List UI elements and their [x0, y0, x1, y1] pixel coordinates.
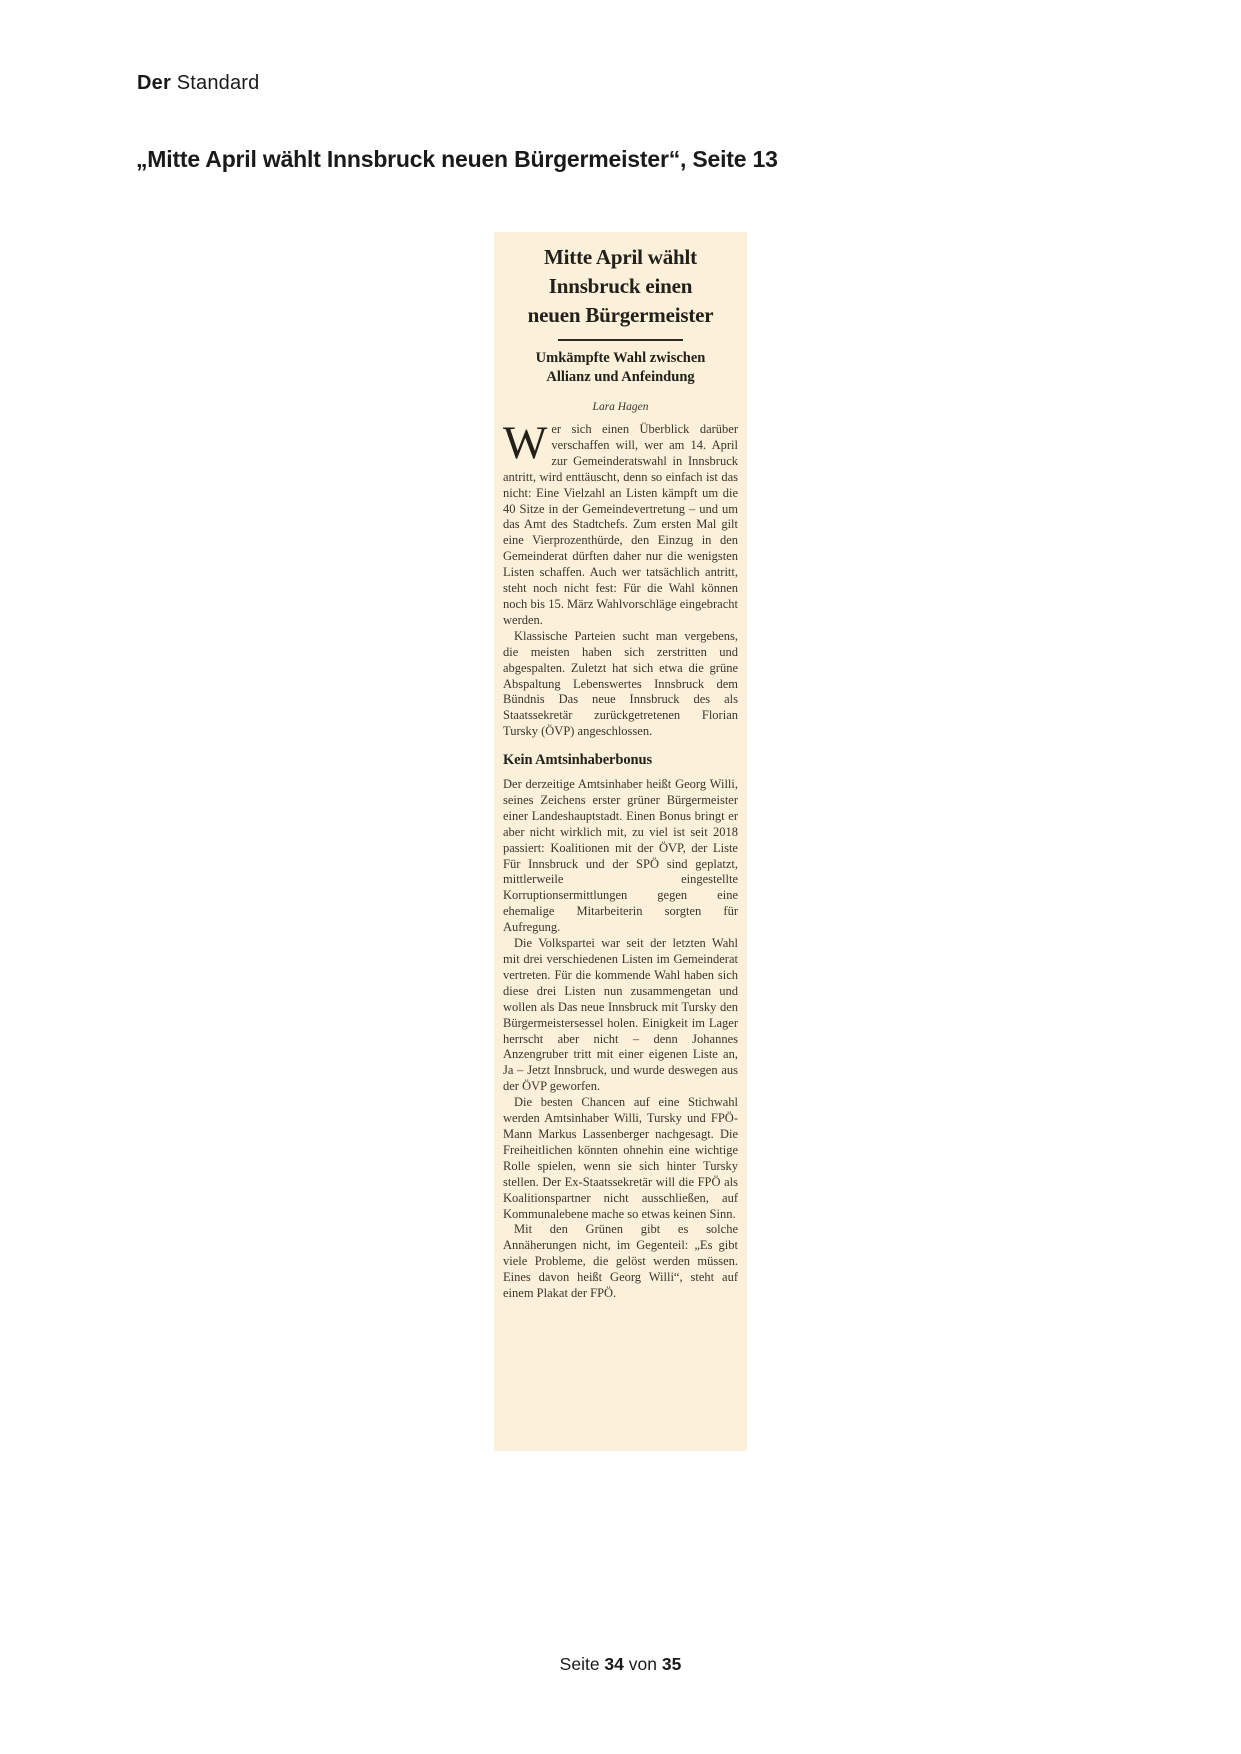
publication-name-rest: Standard — [170, 72, 260, 94]
body-paragraph: Der derzeitige Amtsinhaber heißt Georg Willi, seines Zeichens erster grüner Bürgermeister einer Landeshauptstadt. Einen Bonus bringt er aber nicht wirklich mit, zu viel ist seit 2018 passiert: Koalitionen mit der ÖVP, der Liste Für Innsbruck und der SPÖ sind geplatzt, mittlerweile eingestellte Korruptionsermittlungen gegen eine ehemalige Mitarbeiterin sorgten für Aufregung. — [503, 777, 738, 935]
footer-separator: von — [623, 1654, 662, 1674]
title-divider — [558, 339, 683, 341]
dropcap-letter: W — [503, 417, 548, 469]
footer-current-page: 34 — [604, 1654, 624, 1674]
clipping-title-line: Innsbruck einen — [548, 274, 693, 298]
footer-prefix: Seite — [559, 1654, 605, 1674]
clipping-title — [503, 243, 738, 330]
body-paragraph: Klassische Parteien sucht man vergebens, die meisten haben sich zerstritten und abgespalten. Zuletzt hat sich etwa die grüne Abspaltung Lebenswertes Innsbruck dem Bündnis Das neue Innsbruck des als Staatssekretär zurückgetretenen Florian Tursky (ÖVP) angeschlossen. — [503, 628, 738, 739]
body-paragraph — [503, 417, 738, 629]
body-paragraph: Die Volkspartei war seit der letzten Wahl mit drei verschiedenen Listen im Gemeinderat vertreten. Für die kommende Wahl haben sich diese drei Listen nun zusammengetan und wollen als Das neue Innsbruck mit Tursky den Bürgermeistersessel holen. Einigkeit im Lager herrscht aber nicht – denn Johannes Anzengruber tritt mit einer eigenen Liste an, Ja – Jetzt Innsbruck, und wurde deswegen aus der ÖVP geworfen. — [503, 936, 738, 1094]
article-body — [503, 417, 738, 1302]
clipping-subtitle-line: Umkämpfte Wahl zwischen — [535, 350, 706, 366]
clipping-title-line: neuen Bürgermeister — [527, 303, 714, 327]
footer-total-pages: 35 — [661, 1654, 682, 1674]
article-headline: „Mitte April wählt Innsbruck neuen Bürgermeister“, Seite 13 — [136, 146, 778, 172]
publication-name-bold: Der — [137, 72, 171, 94]
page-number-footer — [0, 1654, 1241, 1675]
author-byline: Lara Hagen — [592, 401, 649, 413]
clipping-title-line: Mitte April wählt — [544, 245, 697, 269]
paragraph-text: er sich einen Überblick darüber verschaffen will, wer am 14. April zur Gemeinderatswahl in Innsbruck antritt, wird enttäuscht, denn so einfach ist das nicht: Eine Vielzahl an Listen kämpft um die 40 Sitze in der Gemeindevertretung – und um das Amt des Stadtchefs. Zum ersten Mal gilt eine Vierprozenthürde, den Einzug in den Gemeinderat dürften daher nur die wenigsten Listen schaffen. Auch wer tatsächlich antritt, steht noch nicht fest: Für die Wahl können noch bis 15. März Wahlvorschläge eingebracht werden. — [503, 422, 738, 627]
body-paragraph: Die besten Chancen auf eine Stichwahl werden Amtsinhaber Willi, Tursky und FPÖ-Mann Markus Lassenberger nachgesagt. Die Freiheitlichen könnten ohnehin eine wichtige Rolle spielen, wenn sie sich hinter Tursky stellen. Der Ex-Staatssekretär will die FPÖ als Koalitionspartner nicht ausschließen, auf Kommunalebene mache so etwas keinen Sinn. — [503, 1095, 738, 1221]
clipping-subtitle — [503, 349, 738, 387]
clipping-subtitle-line: Allianz und Anfeindung — [546, 369, 695, 385]
news-clipping — [494, 232, 747, 1451]
section-subhead: Kein Amtsinhaberbonus — [503, 752, 652, 769]
publication-masthead — [137, 72, 259, 95]
body-paragraph: Mit den Grünen gibt es solche Annäherungen nicht, im Gegenteil: „Es gibt viele Probleme, die gelöst werden müssen. Eines davon heißt Georg Willi“, steht auf einem Plakat der FPÖ. — [503, 1222, 738, 1301]
